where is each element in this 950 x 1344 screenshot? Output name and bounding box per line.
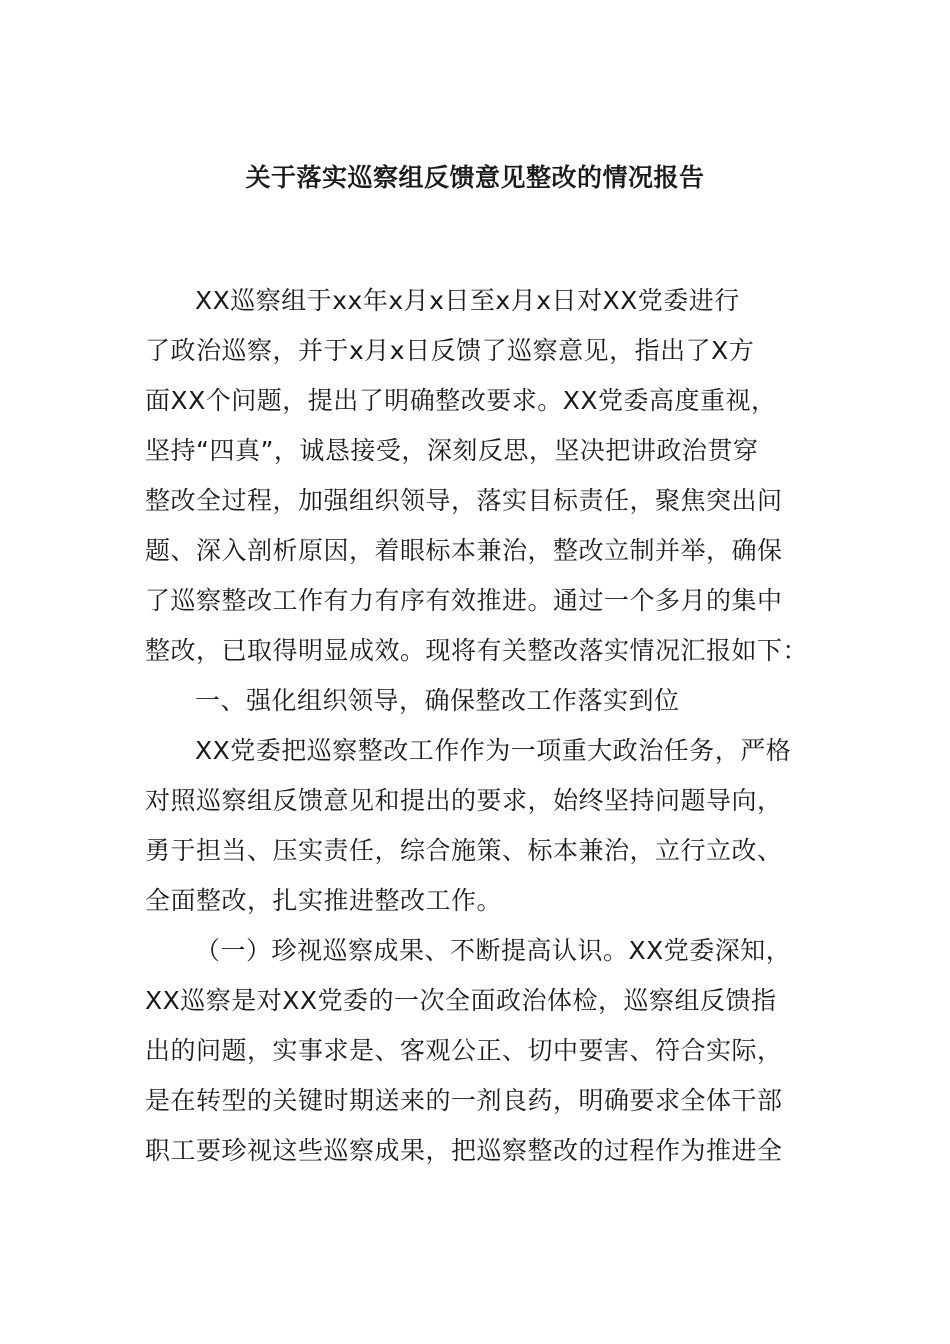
- paragraph-line: 出的问题，实事求是、客观公正、切中要害、符合实际，: [145, 1036, 783, 1065]
- paragraph-line: 是在转型的关键时期送来的一剂良药，明确要求全体干部: [145, 1086, 783, 1115]
- paragraph-line: （一）珍视巡察成果、不断提高认识。XX党委深知，: [195, 936, 792, 965]
- paragraph-line: 了巡察整改工作有力有序有效推进。通过一个多月的集中: [145, 586, 783, 615]
- paragraph-line: 整改，已取得明显成效。现将有关整改落实情况汇报如下：: [145, 636, 809, 665]
- paragraph-line: 对照巡察组反馈意见和提出的要求，始终坚持问题导向，: [145, 786, 783, 815]
- paragraph-line: 坚持“四真”，诚恳接受，深刻反思，坚决把讲政治贯穿: [145, 436, 759, 465]
- paragraph-line: XX巡察组于xx年x月x日至x月x日对XX党委进行: [195, 286, 740, 315]
- paragraph-line: 勇于担当、压实责任，综合施策、标本兼治，立行立改、: [145, 836, 783, 865]
- paragraph-line: 了政治巡察，并于x月x日反馈了巡察意见，指出了X方: [145, 336, 755, 365]
- section-heading: 一、强化组织领导，确保整改工作落实到位: [195, 686, 680, 715]
- paragraph-line: 全面整改，扎实推进整改工作。: [145, 886, 503, 915]
- paragraph-line: XX巡察是对XX党委的一次全面政治体检，巡察组反馈指: [145, 986, 777, 1015]
- document-title: 关于落实巡察组反馈意见整改的情况报告: [245, 163, 705, 192]
- paragraph-line: 整改全过程，加强组织领导，落实目标责任，聚焦突出问: [145, 486, 783, 515]
- paragraph-line: 题、深入剖析原因，着眼标本兼治，整改立制并举，确保: [145, 536, 783, 565]
- paragraph-line: XX党委把巡察整改工作作为一项重大政治任务，严格: [195, 736, 792, 765]
- paragraph-line: 面XX个问题，提出了明确整改要求。XX党委高度重视，: [145, 386, 777, 415]
- paragraph-line: 职工要珍视这些巡察成果，把巡察整改的过程作为推进全: [145, 1136, 783, 1165]
